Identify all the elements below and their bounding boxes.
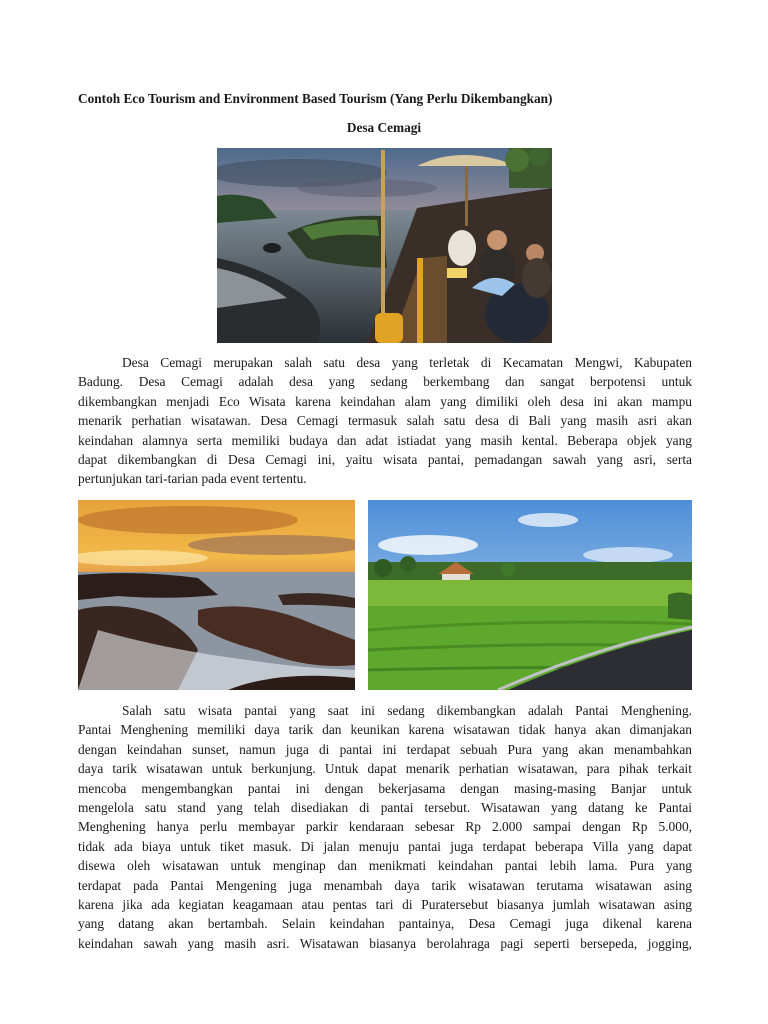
rocky-coast-sunset-photo [78, 500, 355, 690]
paragraph-line: pertunjukan tari-tarian pada event tertentu. [78, 471, 307, 487]
paragraph-line: daya tarik wisatawan untuk berkunjung. Untuk dapat menarik perhatian wisatawan, para pihak terkait [78, 761, 692, 777]
rice-field-photo [368, 500, 692, 690]
paragraph-line: terdapat pada Pantai Mengening juga menambah daya tarik wisatawan terutama wisatawan asing [78, 877, 692, 893]
document-heading: Contoh Eco Tourism and Environment Based Tourism (Yang Perlu Dikembangkan) [78, 91, 553, 106]
paragraph-line: Badung. Desa Cemagi adalah desa yang sedang berkembang dan sangat berpotensi untuk [78, 374, 692, 390]
paragraph-line: disewa oleh wisatawan untuk menginap dan menikmati keindahan pantai lebih lama. Pura yang [78, 858, 692, 874]
paragraph-line: Salah satu wisata pantai yang saat ini sedang dikembangkan adalah Pantai Menghening. [122, 703, 692, 718]
paragraph-line: menarik perhatian wisatawan. Desa Cemagi termasuk salah satu desa di Bali yang masih asri akan [78, 413, 692, 429]
beach-restaurant-sunset-photo [217, 148, 552, 343]
paragraph-line: mencoba mengembangkan pantai ini dengan bekerjasama dengan masing-masing Banjar untuk [78, 780, 692, 796]
paragraph-line: Menghening hanya perlu membayar parkir kendaraan sebesar Rp 2.000 sampai dengan Rp 5.000, [78, 819, 692, 835]
paragraph-line: karena jika ada kegiatan keagamaan atau pentas tari di Puratersebut biasanya jumlah wisatawan asing [78, 897, 692, 913]
paragraph-line: dengan keindahan sunset, namun juga di pantai ini terdapat sebuah Pura yang akan menambahkan [78, 741, 692, 757]
paragraph-line: dapat dikembangkan di Desa Cemagi ini, yaitu wisata pantai, pemadangan sawah yang asri, serta [78, 452, 692, 468]
paragraph-line: dikembangkan menjadi Eco Wisata karena keindahan alam yang dimiliki oleh desa ini akan mampu [78, 393, 692, 409]
paragraph-line: tidak ada biaya untuk tiket masuk. Di jalan menuju pantai juga terdapat beberapa Villa yang dapat [78, 838, 692, 854]
paragraph-line: keindahan sawah yang masih asri. Wisatawan biasanya berolahraga pagi seperti bersepeda, jogging, [78, 935, 692, 951]
paragraph-line: yang datang akan bertambah. Selain keindahan pantainya, Desa Cemagi juga dikenal karena [78, 916, 692, 932]
paragraph-line: Pantai Menghening memiliki daya tarik dan keunikan karena wisatawan tidak hanya akan dimanjakan [78, 722, 692, 738]
paragraph-line: keindahan alamnya serta memiliki budaya dan adat istiadat yang masih kental. Beberapa objek yang [78, 432, 692, 448]
paragraph-1 [78, 353, 692, 489]
document-subheading: Desa Cemagi [346, 120, 422, 135]
paragraph-line: Desa Cemagi merupakan salah satu desa yang terletak di Kecamatan Mengwi, Kabupaten [122, 355, 692, 370]
paragraph-2 [78, 701, 692, 953]
paragraph-line: mengelola satu stand yang telah disediakan di pantai tersebut. Wisatawan yang datang ke Pantai [78, 800, 692, 816]
